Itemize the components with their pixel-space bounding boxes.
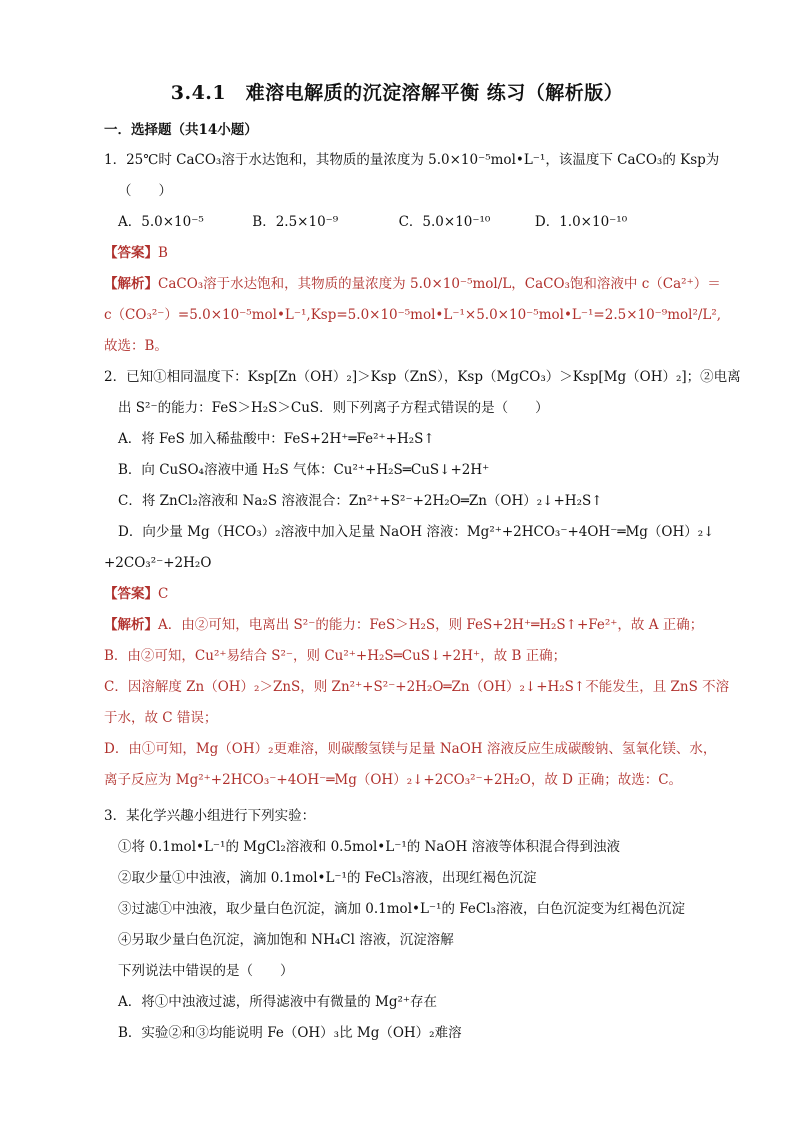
q3-option-a: A．将①中浊液过滤，所得滤液中有微量的 Mg²⁺存在 <box>118 994 438 1010</box>
q3-step1: ①将 0.1mol•L⁻¹的 MgCl₂溶液和 0.5mol•L⁻¹的 NaOH 溶液等体积混合得到浊液 <box>118 839 621 855</box>
q2-analysis-line4: 于水，故 C 错误； <box>104 710 218 726</box>
q2-analysis-line5: D．由①可知，Mg（OH）₂更难溶，则碳酸氢镁与足量 NaOH 溶液反应生成碳酸钠、氢氧化镁、水， <box>104 741 717 757</box>
q3-option-b: B．实验②和③均能说明 Fe（OH）₃比 Mg（OH）₂难溶 <box>118 1025 462 1041</box>
q2-option-c: C．将 ZnCl₂溶液和 Na₂S 溶液混合：Zn²⁺+S²⁻+2H₂O═Zn（OH）₂↓+H₂S↑ <box>118 493 603 509</box>
q1-analysis-line3: 故选：B。 <box>104 338 168 354</box>
q1-analysis-line2: c（CO₃²⁻）=5.0×10⁻⁵mol•L⁻¹,Ksp=5.0×10⁻⁵mol•L⁻¹×5.0×10⁻⁵mol•L⁻¹=2.5×10⁻⁹mol²/L², <box>104 307 722 323</box>
q3-step2: ②取少量①中浊液，滴加 0.1mol•L⁻¹的 FeCl₃溶液，出现红褐色沉淀 <box>118 870 537 886</box>
page-title: 3.4.1 难溶电解质的沉淀溶解平衡 练习（解析版） <box>170 82 624 104</box>
q2-analysis-line6: 离子反应为 Mg²⁺+2HCO₃⁻+4OH⁻═Mg（OH）₂↓+2CO₃²⁻+2H₂O，故 D 正确；故选：C。 <box>104 772 683 788</box>
q3-step3: ③过滤①中浊液，取少量白色沉淀，滴加 0.1mol•L⁻¹的 FeCl₃溶液，白色沉淀变为红褐色沉淀 <box>118 901 685 917</box>
q2-option-d-line1: D．向少量 Mg（HCO₃）₂溶液中加入足量 NaOH 溶液：Mg²⁺+2HCO₃⁻+4OH⁻═Mg（OH）₂↓ <box>118 524 715 540</box>
q2-option-b: B．向 CuSO₄溶液中通 H₂S 气体：Cu²⁺+H₂S═CuS↓+2H⁺ <box>118 462 490 478</box>
q1-analysis-line1 <box>104 274 721 294</box>
q1-stem-line1: 1．25℃时 CaCO₃溶于水达饱和，其物质的量浓度为 5.0×10⁻⁵mol•L⁻¹，该温度下 CaCO₃的 Ksp为 <box>104 152 720 168</box>
q3-ask: 下列说法中错误的是（ ） <box>118 963 294 979</box>
q2-analysis-line2: B．由②可知，Cu²⁺易结合 S²⁻，则 Cu²⁺+H₂S═CuS↓+2H⁺，故 B 正确； <box>104 648 567 664</box>
q1-answer-tag: 【答案】 <box>104 245 158 261</box>
q1-option-d: D．1.0×10⁻¹⁰ <box>534 214 628 230</box>
q2-analysis-line3: C．因溶解度 Zn（OH）₂＞ZnS，则 Zn²⁺+S²⁻+2H₂O═Zn（OH）₂↓+H₂S↑不能发生，且 ZnS 不溶 <box>104 679 730 695</box>
q1-analysis-tag: 【解析】 <box>104 276 158 292</box>
q2-stem-line1: 2．已知①相同温度下：Ksp[Zn（OH）₂]＞Ksp（ZnS），Ksp（MgCO₃）＞Ksp[Mg（OH）₂]；②电离 <box>104 369 741 385</box>
q3-step4: ④另取少量白色沉淀，滴加饱和 NH₄Cl 溶液，沉淀溶解 <box>118 932 454 948</box>
q2-stem-line2: 出 S²⁻的能力：FeS＞H₂S＞CuS．则下列离子方程式错误的是（ ） <box>118 400 549 416</box>
q1-option-c: C．5.0×10⁻¹⁰ <box>398 214 491 230</box>
q2-analysis-tag: 【解析】 <box>104 617 158 633</box>
q3-stem: 3．某化学兴趣小组进行下列实验： <box>104 808 316 824</box>
q1-option-b: B．2.5×10⁻⁹ <box>252 214 339 230</box>
q2-answer <box>104 584 168 604</box>
q1-options <box>118 212 627 232</box>
q2-analysis-text1: A．由②可知，电离出 S²⁻的能力：FeS＞H₂S，则 FeS+2H⁺═H₂S↑+Fe²⁺，故 A 正确； <box>158 617 704 633</box>
q1-stem-line2: （ ） <box>118 183 172 199</box>
q1-answer <box>104 243 168 263</box>
q1-option-a: A．5.0×10⁻⁵ <box>118 214 204 230</box>
q2-answer-value: C <box>158 586 169 602</box>
section-heading: 一．选择题（共14小题） <box>104 122 258 138</box>
q1-analysis-text1: CaCO₃溶于水达饱和，其物质的量浓度为 5.0×10⁻⁵mol/L，CaCO₃饱和溶液中 c（Ca²⁺）＝ <box>158 276 721 292</box>
q2-analysis-line1 <box>104 615 703 635</box>
q1-answer-value: B <box>158 245 168 261</box>
q2-answer-tag: 【答案】 <box>104 586 158 602</box>
q2-option-a: A．将 FeS 加入稀盐酸中：FeS+2H⁺═Fe²⁺+H₂S↑ <box>118 431 435 447</box>
q2-option-d-line2: +2CO₃²⁻+2H₂O <box>104 555 212 571</box>
